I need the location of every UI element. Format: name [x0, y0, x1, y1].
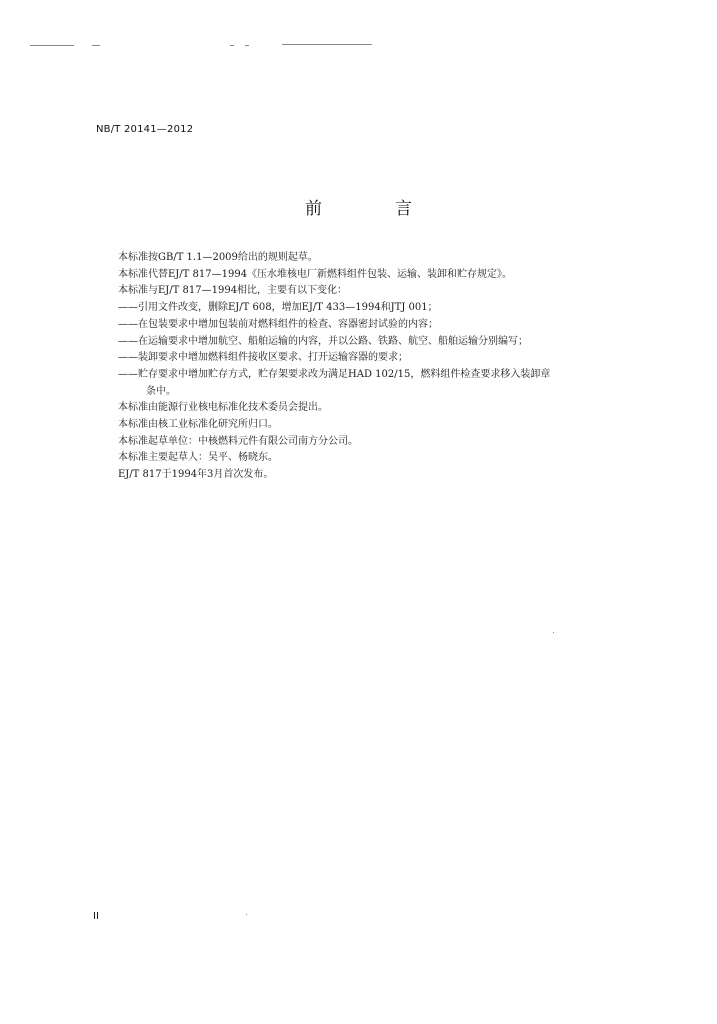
paragraph-centralized-by: 本标准由核工业标准化研究所归口。 [118, 419, 278, 431]
scan-artifact-line [230, 45, 234, 46]
scan-artifact-line [92, 45, 100, 46]
paragraph-proposed-by: 本标准由能源行业核电标准化技术委员会提出。 [118, 402, 328, 414]
paragraph-first-issue: EJ/T 817于1994年3月首次发布。 [118, 469, 274, 481]
scan-artifact-line [30, 45, 74, 46]
paragraph-changes-intro: 本标准与EJ/T 817—1994相比，主要有以下变化： [118, 285, 348, 297]
change-item-storage: ——贮存要求中增加贮存方式，贮存架要求改为满足HAD 102/15，燃料组件检查要求移入装卸章 [118, 368, 551, 380]
change-item-references: ——引用文件改变，删除EJ/T 608，增加EJ/T 433—1994和JTJ 001； [118, 302, 438, 314]
foreword-body [118, 250, 598, 484]
change-item-handling: ——装卸要求中增加燃料组件接收区要求、打开运输容器的要求； [118, 352, 408, 364]
paragraph-drafters: 本标准主要起草人：吴平、杨晓东。 [118, 452, 278, 464]
scan-speck [553, 632, 554, 633]
page-number: II [93, 911, 99, 922]
change-item-packaging: ——在包装要求中增加包装前对燃料组件的检查、容器密封试验的内容； [118, 318, 438, 330]
scan-artifact-line [282, 44, 372, 45]
scan-speck [246, 914, 247, 915]
paragraph-replaces: 本标准代替EJ/T 817—1994《压水堆核电厂新燃料组件包装、运输、装卸和贮存规定》。 [118, 268, 513, 280]
scan-artifact-line [245, 45, 249, 46]
document-code: NB/T 20141—2012 [96, 124, 194, 135]
paragraph-drafting-rule: 本标准按GB/T 1.1—2009给出的规则起草。 [118, 252, 318, 263]
page-title: 前 言 [305, 199, 440, 219]
paragraph-drafting-unit: 本标准起草单位：中核燃料元件有限公司南方分公司。 [118, 435, 358, 447]
change-item-storage-continued: 条中。 [146, 385, 176, 397]
change-item-transport: ——在运输要求中增加航空、船舶运输的内容，并以公路、铁路、航空、船舶运输分别编写； [118, 335, 528, 347]
